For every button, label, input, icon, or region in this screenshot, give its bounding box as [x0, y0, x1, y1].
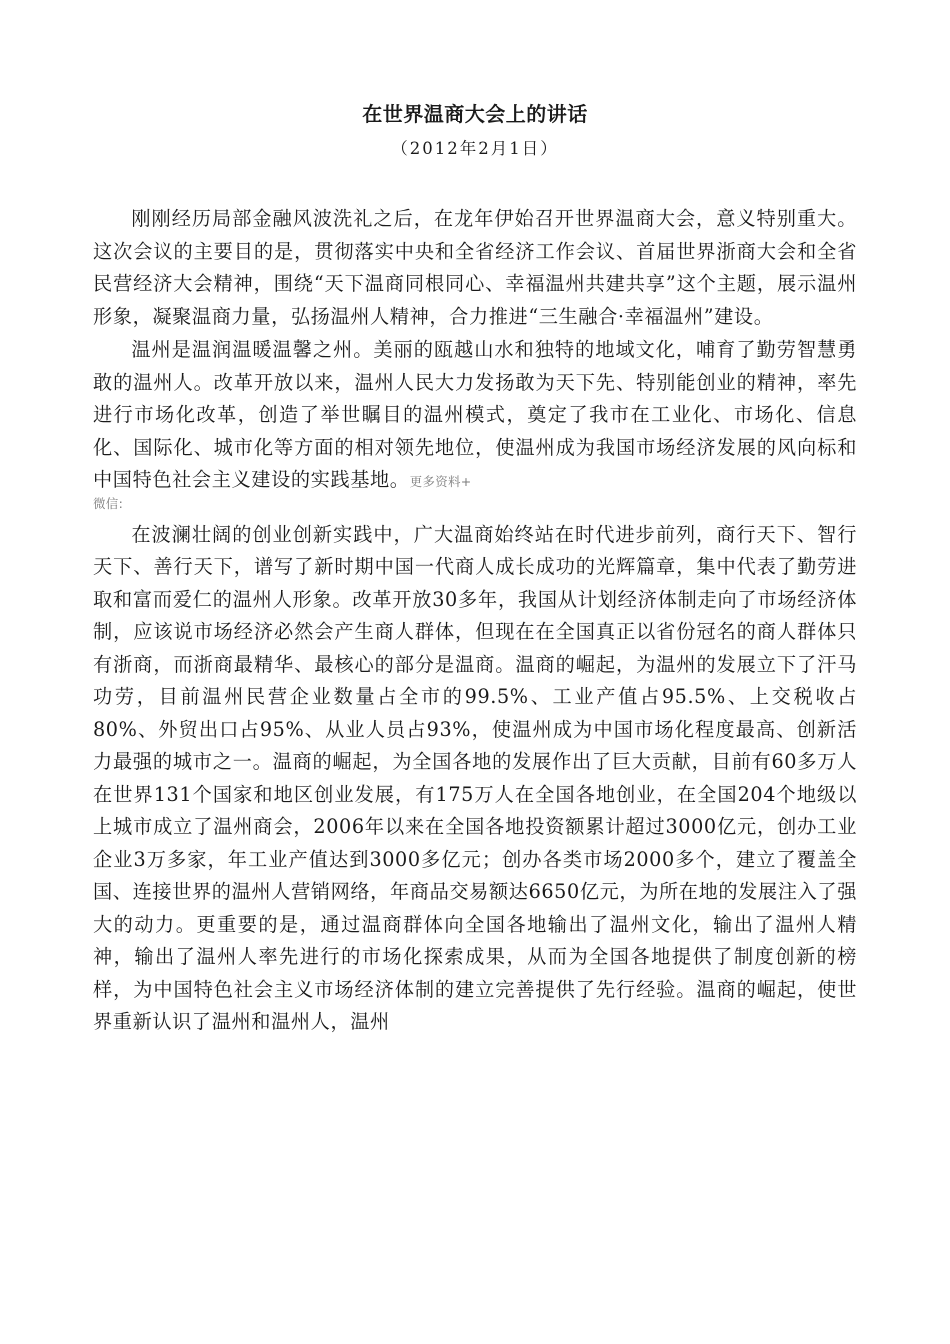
paragraph-2	[93, 334, 857, 499]
watermark-note-inline: 更多资料+	[409, 474, 472, 489]
paragraph-1: 刚刚经历局部金融风波洗礼之后，在龙年伊始召开世界温商大会，意义特别重大。这次会议的主要目的是，贯彻落实中央和全省经济工作会议、首届世界浙商大会和全省民营经济大会精神，围绕“天下温商同根同心、幸福温州共建共享”这个主题，展示温州形象，凝聚温商力量，弘扬温州人精神，合力推进“三生融合·幸福温州”建设。	[93, 207, 857, 328]
watermark-note-line: 微信:	[93, 495, 124, 511]
paragraph-2-text: 温州是温润温暖温馨之州。美丽的瓯越山水和独特的地域文化，哺育了勤劳智慧勇敢的温州人。改革开放以来，温州人民大力发扬敢为天下先、特别能创业的精神，率先进行市场化改革，创造了举世瞩目的温州模式，奠定了我市在工业化、市场化、信息化、国际化、城市化等方面的相对领先地位，使温州成为我国市场经济发展的风向标和中国特色社会主义建设的实践基地。	[93, 338, 857, 491]
paragraph-3: 在波澜壮阔的创业创新实践中，广大温商始终站在时代进步前列，商行天下、智行天下、善行天下，谱写了新时期中国一代商人成长成功的光辉篇章，集中代表了勤劳进取和富而爱仁的温州人形象。改革开放30多年，我国从计划经济体制走向了市场经济体制，应该说市场经济必然会产生商人群体，但现在在全国真正以省份冠名的商人群体只有浙商，而浙商最精华、最核心的部分是温商。温商的崛起，为温州的发展立下了汗马功劳，目前温州民营企业数量占全市的99.5%、工业产值占95.5%、上交税收占80%、外贸出口占95%、从业人员占93%，使温州成为中国市场化程度最高、创新活力最强的城市之一。温商的崛起，为全国各地的发展作出了巨大贡献，目前有60多万人在世界131个国家和地区创业发展，有175万人在全国各地创业，在全国204个地级以上城市成立了温州商会，2006年以来在全国各地投资额累计超过3000亿元，创办工业企业3万多家，年工业产值达到3000多亿元；创办各类市场2000多个，建立了覆盖全国、连接世界的温州人营销网络，年商品交易额达6650亿元，为所在地的发展注入了强大的动力。更重要的是，通过温商群体向全国各地输出了温州文化，输出了温州人精神，输出了温州人率先进行的市场化探索成果，从而为全国各地提供了制度创新的榜样，为中国特色社会主义市场经济体制的建立完善提供了先行经验。温商的崛起，使世界重新认识了温州和温州人，温州	[93, 522, 857, 1033]
document-date: （2012年2月1日）	[391, 139, 559, 158]
document-body	[93, 203, 857, 1039]
document-title: 在世界温商大会上的讲话	[362, 102, 588, 126]
